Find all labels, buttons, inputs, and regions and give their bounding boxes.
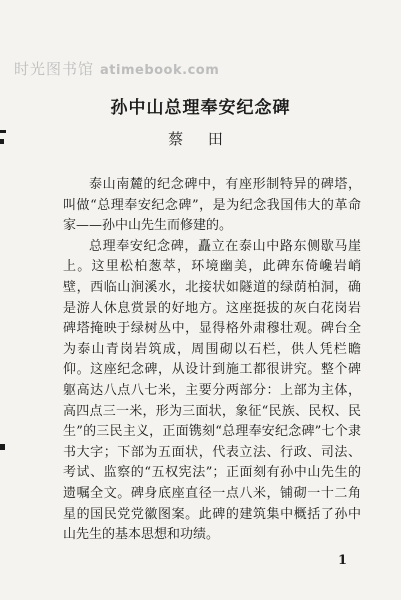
scan-edge-mark <box>0 444 5 450</box>
watermark-url: atimebook.com <box>100 63 220 78</box>
article-title: 孙中山总理奉安纪念碑 <box>110 98 291 118</box>
watermark-text: 时光图书馆 <box>14 60 95 78</box>
article-author: 蔡 田 <box>168 130 233 148</box>
body-paragraph: 泰山南麓的纪念碑中，有座形制特异的碑塔，叫做“总理奉安纪念碑”，是为纪念我国伟大的革命家——孙中山先生而修建的。 <box>63 177 361 234</box>
page-number: 1 <box>338 553 348 568</box>
article-body <box>63 175 361 546</box>
body-paragraph: 总理奉安纪念碑，矗立在泰山中路东侧歇马崖上。这里松柏葱萃，环境幽美，此碑东倚巉岩峭壁，西临山涧溪水，北接状如隧道的绿荫柏洞，确是游人休息赏景的好地方。这座挺拔的灰白花岗岩碑塔掩映于绿树丛中，显得格外肃穆壮观。碑台全为泰山青岗岩筑成，周围砌以石栏，供人凭栏瞻仰。这座纪念碑，从设计到施工都很讲究。整个碑躯高达八点八七米，主要分两部分：上部为主体，高四点三一米，形为三面状，象征“民族、民权、民生”的三民主义，正面镌刻“总理奉安纪念碑”七个隶书大字；下部为五面状，代表立法、行政、司法、考试、监察的“五权宪法”；正面刻有孙中山先生的遗嘱全文。碑身底座直径一点八米，铺砌一十二角星的国民党党徽图案。此碑的建筑集中概括了孙中山先生的基本思想和功绩。 <box>63 238 361 543</box>
watermark <box>14 58 219 79</box>
